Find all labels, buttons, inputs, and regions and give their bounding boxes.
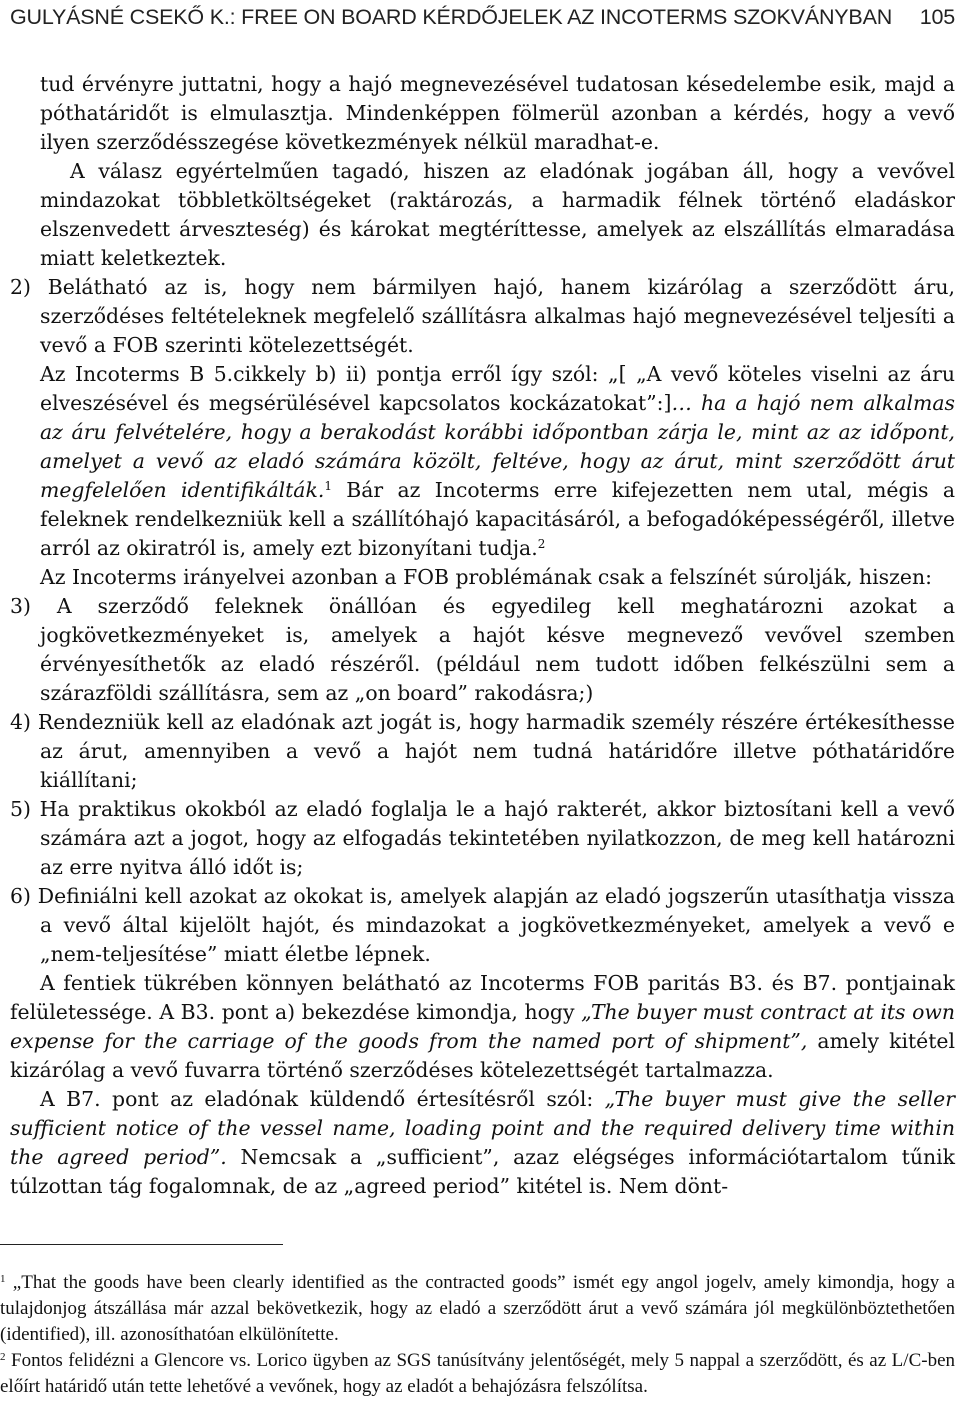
- paragraph-text: A B7. pont az eladónak küldendő értesítésről szól:: [40, 1087, 605, 1111]
- running-title: GULYÁSNÉ CSEKŐ K.: FREE ON BOARD KÉRDŐJELEK AZ INCOTERMS SZOKVÁNYBAN: [10, 5, 893, 29]
- italic-quote: „The buyer must give the seller sufficient notice of the vessel name, loading point and the required delivery time within the agreed period”.: [10, 1087, 955, 1169]
- paragraph-incoterms-b5: [10, 360, 955, 563]
- paragraph-text: Nemcsak a „sufficient”, azaz elégséges információtartalom tűnik túlzottan tág fogalomnak, de az „agreed period” kitétel is. Nem dönt-: [10, 1145, 955, 1198]
- paragraph-text: Bár az Incoterms erre kifejezetten nem utal, mégis a feleknek rendelkezniük kell a szállítóhajó kapacitásáról, a befogadóképességéről, illetve arról az okiratról is, amely ezt bizonyítani tudja.: [40, 478, 955, 560]
- footnote-ref-1[interactable]: 1: [324, 479, 332, 493]
- page-number: 105: [919, 5, 955, 29]
- footnote-text: „That the goods have been clearly identified as the contracted goods” ismét egy angol jogelv, amely kimondja, hogy a tulajdonjog átszállása már azzal bekövetkezik, hogy az eladó a szerződött árut a vevő számára jól megkülönböztethetően (identified), ill. azonosíthatóan elkülönítette.: [0, 1272, 955, 1345]
- paragraph-b3: [10, 969, 955, 1085]
- footnote-2: [0, 1348, 955, 1400]
- paragraph-text: Az Incoterms B 5.cikkely b) ii) pontja erről így szól: „[ „A vevő köteles viselni az áru elveszésével és megsérülésével kapcsolatos kockázatokat”:]: [40, 362, 955, 415]
- list-item-3: 3) A szerződő feleknek önállóan és egyedileg kell meghatározni azokat a jogkövetkezményeket is, amelyek a hajót késve megnevező vevővel szemben érvényesíthetők az eladó részéről. (például nem tudott időben felkészülni sem a szárazföldi szállításra, sem az „on board” rakodásra;): [10, 594, 955, 705]
- paragraph: tud érvényre juttatni, hogy a hajó megnevezésével tudatosan késedelembe esik, majd a póthatáridőt is elmulasztja. Mindenképpen fölmerül azonban a kérdés, hogy a vevő ilyen szerződésszegése következmények nélkül maradhat-e.: [40, 72, 955, 154]
- footnote-number: 2: [0, 1351, 6, 1363]
- footnote-ref-2[interactable]: 2: [537, 537, 546, 551]
- paragraph: A válasz egyértelműen tagadó, hiszen az eladónak jogában áll, hogy a vevővel mindazokat többletköltségeket (raktározás, a harmadik félnek történő eladáskor elszenvedett árveszteség) és károkat megtéríttesse, amelyek az elszállítás elmaradása miatt keletkeztek.: [40, 159, 955, 270]
- footnote-text: Fontos felidézni a Glencore vs. Lorico ügyben az SGS tanúsítvány jelentőségét, mely 5 nappal a szerződött, és az L/C-ben előírt határidő után tette lehetővé a vevőnek, hogy az eladót a behajózásra felszólítsa.: [0, 1350, 955, 1397]
- list-item-6: 6) Definiálni kell azokat az okokat is, amelyek alapján az eladó jogszerűn utasíthatja vissza a vevő által kijelölt hajót, és mindazokat a jogkövetkezményeket, amelyek a vevő e „nem-teljesítése” miatt életbe lépnek.: [10, 884, 955, 966]
- footnote-number: 1: [0, 1273, 6, 1285]
- paragraph: Az Incoterms irányelvei azonban a FOB problémának csak a felszínét súrolják, hiszen:: [40, 565, 932, 589]
- list-item-4: 4) Rendezniük kell az eladónak azt jogát is, hogy harmadik személy részére értékesíthesse az árut, amennyiben a vevő a hajót nem tudná határidőre illetve póthatáridőre kiállítani;: [10, 710, 955, 792]
- list-item-5: 5) Ha praktikus okokból az eladó foglalja le a hajó rakterét, akkor biztosítani kell a vevő számára azt a jogot, hogy az elfogadás tekintetében nyilatkozzon, de meg kell határozni az erre nyitva álló időt is;: [10, 797, 955, 879]
- footnote-1: [0, 1270, 955, 1348]
- footnotes: [0, 1270, 955, 1400]
- running-header: [10, 5, 955, 35]
- list-item-2: 2) Belátható az is, hogy nem bármilyen hajó, hanem kizárólag a szerződött áru, szerződéses feltételeknek megfelelő szállításra alkalmas hajó megnevezésével teljesíti a vevő a FOB szerinti kötelezettségét.: [10, 275, 955, 357]
- body-text: [10, 70, 955, 1201]
- italic-quote: „The buyer must contract at its own expense for the carriage of the goods from the named port of shipment”,: [10, 1000, 955, 1053]
- paragraph-b7: [10, 1085, 955, 1201]
- paragraph-text: amely kitétel kizárólag a vevő fuvarra történő szerződéses kötelezettségét tartalmazza.: [10, 1029, 956, 1082]
- italic-quote: … ha a hajó nem alkalmas az áru felvételére, hogy a berakodást korábbi időpontban zárja le, mint az az időpont, amelyet a vevő az eladó számára közölt, feltéve, hogy az árut, mint szerződött árut megfelelően identifikálták.: [40, 391, 956, 502]
- paragraph-text: A fentiek tükrében könnyen belátható az Incoterms FOB paritás B3. és B7. pontjainak felületessége. A B3. pont a) bekezdése kimondja, hogy: [10, 971, 955, 1024]
- footnote-separator: [0, 1244, 283, 1245]
